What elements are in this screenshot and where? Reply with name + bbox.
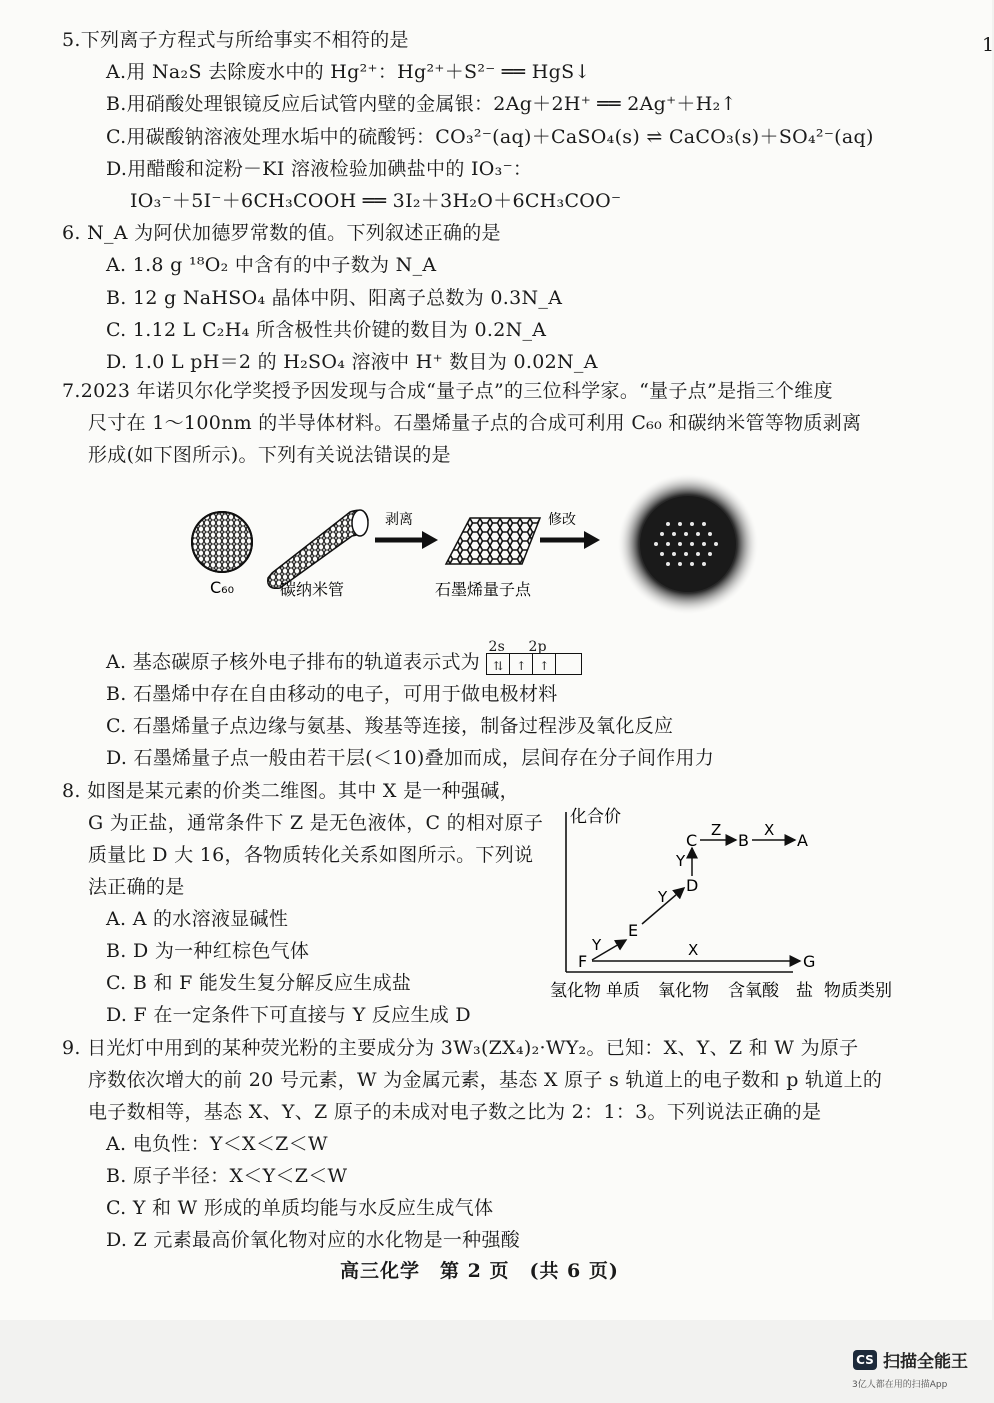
category-oxide: 氧化物 (658, 981, 709, 1001)
scanner-watermark (853, 1347, 968, 1372)
modification-label: 修改 (548, 512, 576, 528)
q9-option-d: D. Z 元素最高价氧化物对应的水化物是一种强酸 (106, 1229, 521, 1251)
q6-option-d: D. 1.0 L pH＝2 的 H₂SO₄ 溶液中 H⁺ 数目为 0.02N_A (106, 351, 598, 373)
x-axis-label: 物质类别 (824, 981, 892, 1001)
node-c: C (686, 831, 698, 850)
category-element: 单质 (606, 981, 640, 1001)
orbital-box-2s: ⇅ (487, 654, 510, 674)
q7-figure (180, 478, 780, 638)
q8-option-b: B. D 为一种红棕色气体 (106, 940, 310, 962)
edge-label-f-g: X (688, 941, 699, 959)
q9-option-c: C. Y 和 W 形成的单质均能与水反应生成气体 (106, 1197, 494, 1219)
node-g: G (803, 952, 816, 971)
q8-stem-line4: 法正确的是 (88, 876, 185, 898)
q7-option-b: B. 石墨烯中存在自由移动的电子，可用于做电极材料 (106, 683, 558, 705)
q5-stem: 5.下列离子方程式与所给事实不相符的是 (62, 29, 409, 51)
scanner-tagline: 3亿人都在用的扫描App (852, 1380, 948, 1390)
edge-label-e-d: Y (658, 888, 668, 906)
q7-option-a-text: A. 基态碳原子核外电子排布的轨道表示式为 (106, 651, 481, 673)
c60-molecule (192, 512, 252, 572)
q5-option-b: B.用硝酸处理银镜反应后试管内壁的金属银：2Ag＋2H⁺ ══ 2Ag⁺＋H₂↑ (106, 93, 737, 115)
q7-option-c: C. 石墨烯量子点边缘与氨基、羧基等连接，制备过程涉及氧化反应 (106, 715, 674, 737)
q6-stem: 6. N_A 为阿伏加德罗常数的值。下列叙述正确的是 (62, 222, 501, 244)
orbital-boxes (486, 653, 582, 675)
q9-stem-line2: 序数依次增大的前 20 号元素，W 为金属元素，基态 X 原子 s 轨道上的电子数和 p 轨道上的 (88, 1069, 883, 1091)
orbital-box-2p-2: ↑ (533, 654, 556, 674)
page-number: 1 (982, 34, 994, 56)
q6-option-b: B. 12 g NaHSO₄ 晶体中阴、阳离子总数为 0.3N_A (106, 287, 563, 309)
category-hydride: 氢化物 (550, 981, 601, 1001)
nanotube-label: 碳纳米管 (280, 580, 345, 599)
orbital-box-2p-1: ↑ (510, 654, 533, 674)
page-footer: 高三化学 第 2 页 (共 6 页) (340, 1260, 619, 1282)
orbital-diagram (486, 639, 596, 675)
edge-label-f-e: Y (592, 936, 602, 954)
graphene-sheet (446, 518, 540, 564)
q7-stem-line1: 7.2023 年诺贝尔化学奖授予因发现与合成“量子点”的三位科学家。“量子点”是指三个维度 (62, 380, 833, 402)
scanner-logo-icon: CS (853, 1350, 877, 1370)
q8-option-a: A. A 的水溶液显碱性 (106, 908, 289, 930)
q5-option-d: D.用醋酸和淀粉－KI 溶液检验加碘盐中的 IO₃⁻： (106, 158, 533, 180)
orbital-2s-label: 2s (488, 639, 506, 655)
q7-option-d: D. 石墨烯量子点一般由若干层(＜10)叠加而成，层间存在分子间作用力 (106, 747, 715, 769)
modification-arrow (540, 531, 600, 549)
edge-label-b-a: X (764, 821, 775, 839)
q7-option-a (106, 639, 596, 675)
edge-label-c-b: Z (711, 821, 722, 839)
scanner-app-name: 扫描全能王 (883, 1352, 968, 1372)
q8-option-c: C. B 和 F 能发生复分解反应生成盐 (106, 972, 412, 994)
q8-option-d: D. F 在一定条件下可直接与 Y 反应生成 D (106, 1004, 471, 1026)
q8-stem-line1: 8. 如图是某元素的价类二维图。其中 X 是一种强碱， (62, 780, 519, 802)
valence-class-diagram (548, 800, 908, 1005)
quantum-dot (618, 474, 758, 614)
q5-option-d-equation: IO₃⁻＋5I⁻＋6CH₃COOH ══ 3I₂＋3H₂O＋6CH₃COO⁻ (130, 190, 622, 212)
node-e: E (628, 921, 639, 940)
nanotube (268, 510, 368, 588)
orbital-2p-label: 2p (528, 639, 547, 655)
q9-stem-line1: 9. 日光灯中用到的某种荧光粉的主要成分为 3W₃(ZX₄)₂·WY₂。已知：X、Y、Z 和 W 为原子 (62, 1037, 859, 1059)
edge-label-d-c: Y (676, 852, 686, 870)
q8-stem-line2: G 为正盐，通常条件下 Z 是无色液体，C 的相对原子 (88, 812, 544, 834)
category-oxyacid: 含氧酸 (728, 981, 779, 1001)
node-b: B (738, 831, 749, 850)
q5-option-c: C.用碳酸钠溶液处理水垢中的硫酸钙：CO₃²⁻(aq)＋CaSO₄(s) ⇌ CaCO₃(s)＋SO₄²⁻(aq) (106, 126, 874, 148)
c60-label: C₆₀ (210, 578, 234, 597)
exfoliation-label: 剥离 (385, 512, 413, 528)
q9-stem-line3: 电子数相等，基态 X、Y、Z 原子的未成对电子数之比为 2：1：3。下列说法正确的是 (88, 1101, 822, 1123)
category-salt: 盐 (796, 981, 813, 1001)
q8-stem-line3: 质量比 D 大 16，各物质转化关系如图所示。下列说 (88, 844, 534, 866)
y-axis-label: 化合价 (570, 807, 621, 827)
node-d: D (686, 876, 699, 895)
node-f: F (578, 952, 588, 971)
q6-option-a: A. 1.8 g ¹⁸O₂ 中含有的中子数为 N_A (106, 254, 437, 276)
graphene-label: 石墨烯量子点 (435, 580, 532, 599)
q7-stem-line3: 形成(如下图所示)。下列有关说法错误的是 (88, 444, 451, 466)
q7-stem-line2: 尺寸在 1～100nm 的半导体材料。石墨烯量子点的合成可利用 C₆₀ 和碳纳米管等物质剥离 (88, 412, 862, 434)
q9-option-b: B. 原子半径：X＜Y＜Z＜W (106, 1165, 348, 1187)
orbital-box-2p-3 (556, 654, 578, 674)
q5-option-a: A.用 Na₂S 去除废水中的 Hg²⁺：Hg²⁺＋S²⁻ ══ HgS↓ (106, 61, 591, 83)
q9-option-a: A. 电负性：Y＜X＜Z＜W (106, 1133, 328, 1155)
q6-option-c: C. 1.12 L C₂H₄ 所含极性共价键的数目为 0.2N_A (106, 319, 547, 341)
exfoliation-arrow (375, 531, 438, 549)
node-a: A (797, 831, 808, 850)
